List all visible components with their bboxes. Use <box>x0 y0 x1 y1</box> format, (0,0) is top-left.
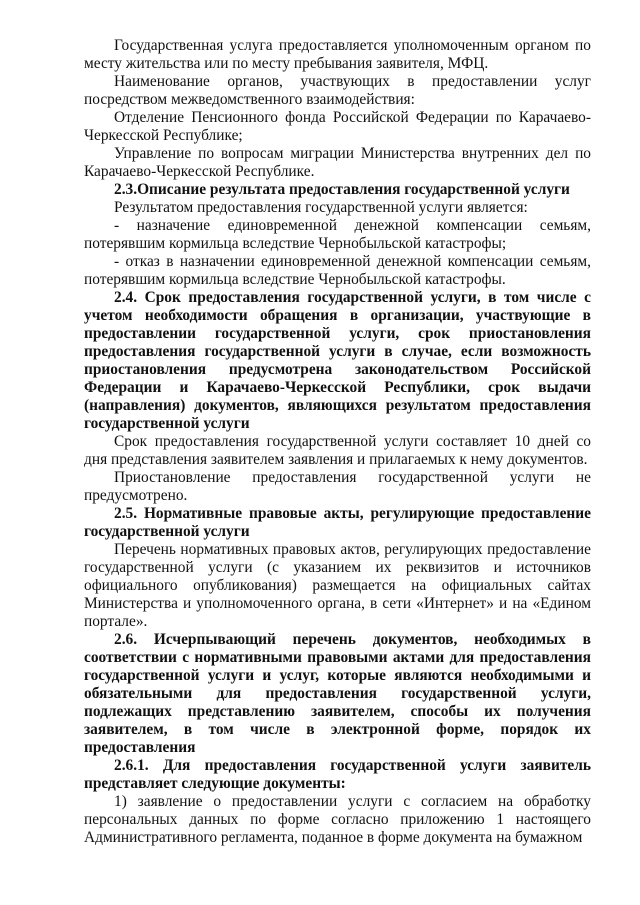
section-heading-2-4: 2.4. Срок предоставления государственной услуги, в том числе с учетом необходимости обращения в организации, участвующие в предоставлении государственной услуги, срок приостановления предоставления государственной услуги в случае, если возможность приостановления предусмотрена законодательством Российской Федерации и Карачаево-Черкесской Республики, срок выдачи (направления) документов, являющихся результатом предоставления государственной услуги <box>84 289 591 432</box>
paragraph-service-term: Срок предоставления государственной услуги составляет 10 дней со дня представления заявителем заявления и прилагаемых к нему документов. <box>84 433 591 468</box>
list-item-result-grant: - назначение единовременной денежной компенсации семьям, потерявшим кормильца вследствие Чернобыльской катастрофы; <box>84 217 591 252</box>
paragraph-result-intro: Результатом предоставления государственной услуги является: <box>114 199 528 216</box>
list-item-application: 1) заявление о предоставлении услуги с согласием на обработку персональных данных по форме согласно приложению 1 настоящего Административного регламента, поданное в форме документа на бумажном <box>84 793 591 846</box>
section-heading-2-5: 2.5. Нормативные правовые акты, регулирующие предоставление государственной услуги <box>84 505 591 540</box>
paragraph-migration-office: Управление по вопросам миграции Министерства внутренних дел по Карачаево-Черкесской Республике. <box>84 145 591 180</box>
section-heading-2-3: 2.3.Описание результата предоставления государственной услуги <box>114 181 570 198</box>
paragraph-service-provider: Государственная услуга предоставляется уполномоченным органом по месту жительства или по месту пребывания заявителя, МФЦ. <box>84 37 591 72</box>
paragraph-pension-fund: Отделение Пенсионного фонда Российской Федерации по Карачаево-Черкесской Республике; <box>84 109 591 144</box>
document-body <box>84 37 591 847</box>
section-heading-2-6-1: 2.6.1. Для предоставления государственной услуги заявитель представляет следующие документы: <box>84 757 591 792</box>
list-item-result-refusal: - отказ в назначении единовременной денежной компенсации семьям, потерявшим кормильца вследствие Чернобыльской катастрофы. <box>84 253 591 288</box>
paragraph-interagency-intro: Наименование органов, участвующих в предоставлении услуг посредством межведомственного взаимодействия: <box>84 73 591 108</box>
paragraph-legal-acts: Перечень нормативных правовых актов, регулирующих предоставление государственной услуги (с указанием их реквизитов и источников официального опубликования) размещается на официальных сайтах Министерства и уполномоченного органа, в сети «Интернет» и на «Едином портале». <box>84 541 591 630</box>
paragraph-suspension: Приостановление предоставления государственной услуги не предусмотрено. <box>84 469 591 504</box>
section-heading-2-6: 2.6. Исчерпывающий перечень документов, необходимых в соответствии с нормативными правовыми актами для предоставления государственной услуги и услуг, которые являются необходимыми и обязательными для предоставления государственной услуги, подлежащих представлению заявителем, способы их получения заявителем, в том числе в электронной форме, порядок их предоставления <box>84 631 591 756</box>
